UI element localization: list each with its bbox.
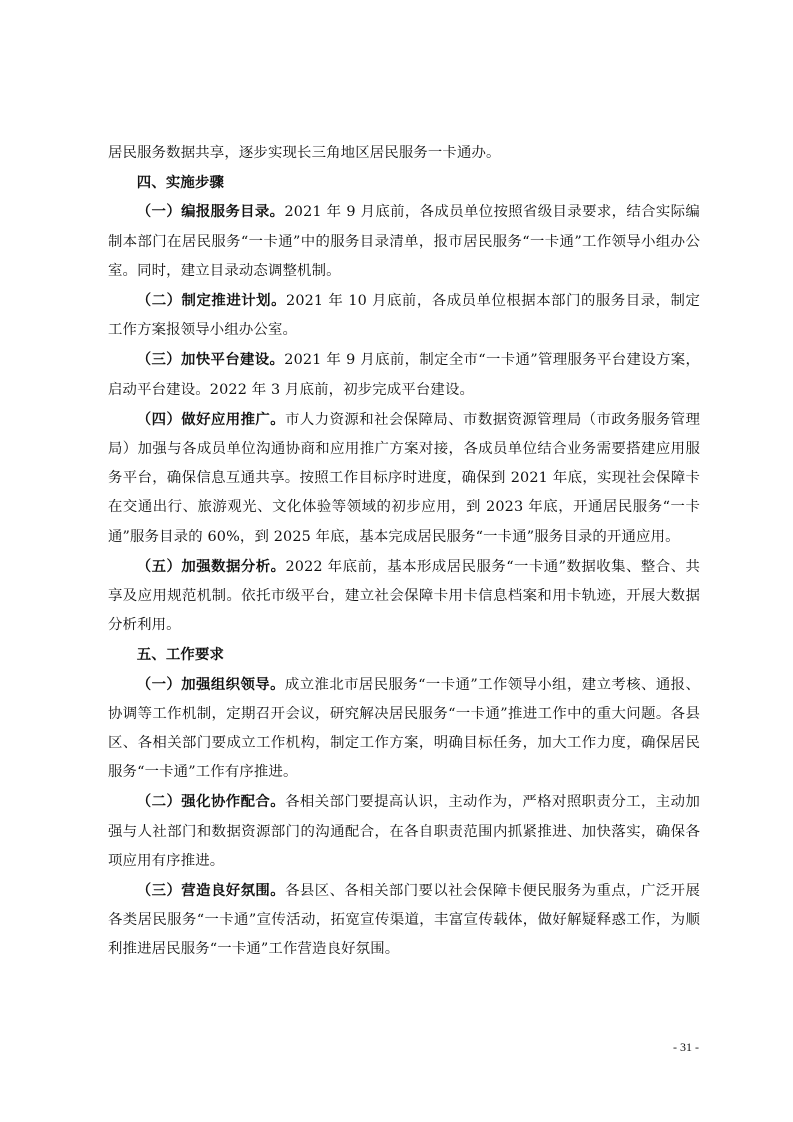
section-heading-5: 五、工作要求: [136, 646, 225, 664]
step-1-paragraph: [108, 197, 700, 286]
step-3-text: 2021 年 9 月底前，制定全市“一卡通”管理服务平台建设方案，启动平台建设。2022 年 3 月底前，初步完成平台建设。: [108, 352, 700, 398]
step-2-paragraph: [108, 286, 700, 345]
requirement-1-text: 成立淮北市居民服务“一卡通”工作领导小组，建立考核、通报、协调等工作机制，定期召开会议，研究解决居民服务“一卡通”推进工作中的重大问题。各县区、各相关部门要成立工作机构，制定工作方案，明确目标任务，加大工作力度，确保居民服务“一卡通”工作有序推进。: [108, 676, 700, 781]
step-3-title: （三）加快平台建设。: [136, 351, 285, 369]
paragraph-text: 居民服务数据共享，逐步实现长三角地区居民服务一卡通办。: [108, 145, 501, 161]
step-2-title: （二）制定推进计划。: [136, 292, 287, 310]
requirement-2-title: （二）强化协作配合。: [136, 793, 286, 811]
step-4-title: （四）做好应用推广。: [136, 410, 286, 428]
step-3-paragraph: [108, 345, 700, 404]
step-1-text: 2021 年 9 月底前，各成员单位按照省级目录要求，结合实际编制本部门在居民服务“一卡通”中的服务目录清单，报市居民服务“一卡通”工作领导小组办公室。同时，建立目录动态调整机制。: [108, 204, 700, 279]
step-5-paragraph: [108, 552, 700, 641]
requirement-1-title: （一）加强组织领导。: [136, 675, 285, 693]
page-number: - 31 -: [673, 1040, 699, 1054]
step-4-paragraph: [108, 405, 700, 552]
step-5-title: （五）加强数据分析。: [136, 557, 286, 575]
step-2-text: 2021 年 10 月底前，各成员单位根据本部门的服务目录，制定工作方案报领导小组办公室。: [108, 293, 700, 339]
requirement-3-paragraph: [108, 876, 700, 965]
paragraph-continuation: [108, 139, 700, 168]
section-heading-4: 四、实施步骤: [136, 174, 225, 192]
step-4-text: 市人力资源和社会保障局、市数据资源管理局（市政务服务管理局）加强与各成员单位沟通协商和应用推广方案对接，各成员单位结合业务需要搭建应用服务平台，确保信息互通共享。按照工作目标序时进度，确保到 2021 年底，实现社会保障卡在交通出行、旅游观光、文化体验等领域的初步应用，到 2023 年底，开通居民服务“一卡通”服务目录的 60%，到 2025 年底，基本完成居民服务“一卡通”服务目录的开通应用。: [108, 411, 700, 545]
document-body: [108, 139, 700, 965]
step-5-text: 2022 年底前，基本形成居民服务“一卡通”数据收集、整合、共享及应用规范机制。依托市级平台，建立社会保障卡用卡信息档案和用卡轨迹，开展大数据分析利用。: [108, 558, 700, 634]
requirement-3-title: （三）营造良好氛围。: [136, 882, 286, 900]
requirement-2-paragraph: [108, 787, 700, 876]
requirement-2-text: 各相关部门要提高认识，主动作为，严格对照职责分工，主动加强与人社部门和数据资源部门的沟通配合，在各自职责范围内抓紧推进、加快落实，确保各项应用有序推进。: [108, 794, 700, 869]
requirement-3-text: 各县区、各相关部门要以社会保障卡便民服务为重点，广泛开展各类居民服务“一卡通”宣传活动，拓宽宣传渠道，丰富宣传载体，做好解疑释惑工作，为顺利推进居民服务“一卡通”工作营造良好氛围。: [108, 883, 700, 958]
step-1-title: （一）编报服务目录。: [136, 203, 285, 221]
requirement-1-paragraph: [108, 670, 700, 788]
